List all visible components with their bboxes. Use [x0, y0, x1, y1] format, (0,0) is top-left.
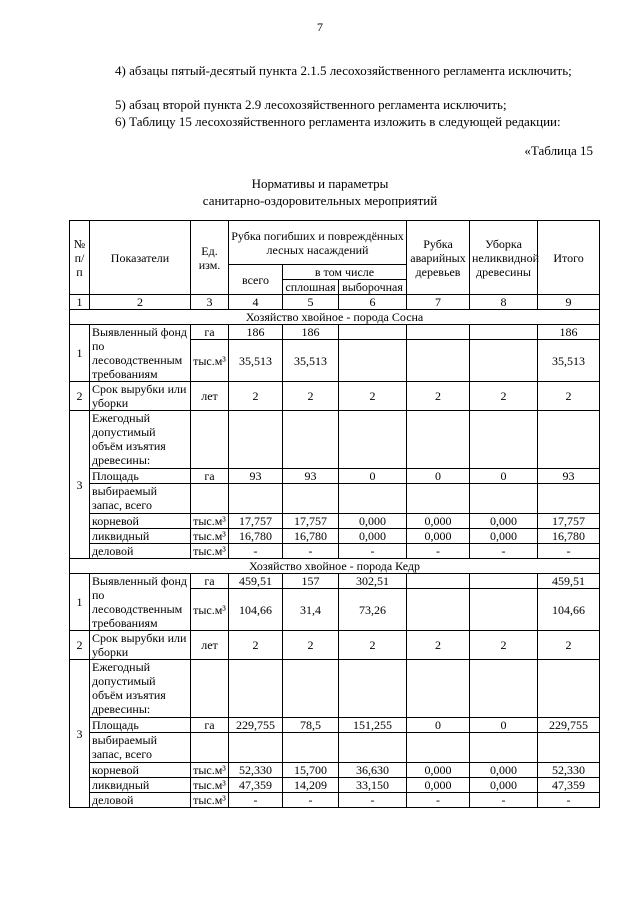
table-row: [70, 733, 600, 763]
column-number: 5: [283, 295, 339, 310]
empty-cell: [538, 733, 600, 763]
value-cleanup: -: [470, 793, 538, 808]
value-total: 17,757: [229, 514, 283, 529]
value-selective: 302,51: [339, 574, 407, 589]
value-emergency: 0: [407, 718, 470, 733]
value-selective: 151,255: [339, 718, 407, 733]
value-selective: -: [339, 793, 407, 808]
header-unit: Ед. изм.: [191, 221, 229, 295]
page-number: 7: [317, 20, 323, 34]
value-solid: -: [283, 544, 339, 559]
value-selective: 73,26: [339, 589, 407, 631]
value-emergency: [407, 325, 470, 340]
value-itogo: 459,51: [538, 574, 600, 589]
value-emergency: 2: [407, 631, 470, 660]
unit: га: [191, 574, 229, 589]
column-number: 4: [229, 295, 283, 310]
value-emergency: [407, 574, 470, 589]
value-itogo: -: [538, 544, 600, 559]
header-indicators: Показатели: [90, 221, 191, 295]
area-label: Площадь: [90, 718, 191, 733]
value-emergency: [407, 340, 470, 382]
empty-cell: [229, 660, 283, 718]
unit: тыс.м³: [191, 514, 229, 529]
row-number: 1: [70, 574, 90, 631]
table-row: [70, 514, 600, 529]
annual-label: Ежегодный допустимый объём изъятия древесины:: [90, 660, 191, 718]
empty-cell: [191, 411, 229, 469]
unit: га: [191, 325, 229, 340]
header-cleanup: Уборка неликвидной древесины: [470, 221, 538, 295]
value-itogo: 52,330: [538, 763, 600, 778]
empty-cell: [407, 660, 470, 718]
empty-cell: [229, 733, 283, 763]
norms-table: [69, 220, 600, 808]
value-solid: 78,5: [283, 718, 339, 733]
value-solid: 2: [283, 382, 339, 411]
row-number: 1: [70, 325, 90, 382]
stock-row-label: деловой: [90, 544, 191, 559]
value-selective: [339, 340, 407, 382]
column-number: 8: [470, 295, 538, 310]
table-reference: «Таблица 15: [524, 143, 593, 158]
value-solid: 93: [283, 469, 339, 484]
unit: тыс.м³: [191, 340, 229, 382]
value-cleanup: 2: [470, 382, 538, 411]
empty-cell: [407, 484, 470, 514]
value-solid: 157: [283, 574, 339, 589]
value-itogo: 47,359: [538, 778, 600, 793]
empty-cell: [229, 484, 283, 514]
column-number: 9: [538, 295, 600, 310]
unit: лет: [191, 631, 229, 660]
value-itogo: -: [538, 793, 600, 808]
value-emergency: 0,000: [407, 529, 470, 544]
table-row: [70, 559, 600, 574]
header-num: № п/п: [70, 221, 90, 295]
value-cleanup: 0: [470, 469, 538, 484]
value-total: 2: [229, 382, 283, 411]
table-row: [70, 411, 600, 469]
value-itogo: 104,66: [538, 589, 600, 631]
fund-label: Выявленный фонд по лесоводственным требованиям: [90, 574, 191, 631]
empty-cell: [470, 733, 538, 763]
table-row: [70, 484, 600, 514]
empty-cell: [407, 411, 470, 469]
paragraph-4: 4) абзацы пятый-десятый пункта 2.1.5 лесохозяйственного регламента исключить;: [115, 63, 572, 78]
value-selective: -: [339, 544, 407, 559]
empty-cell: [283, 484, 339, 514]
header-felling: Рубка погибших и повреждённых лесных насаждений: [229, 221, 407, 265]
value-selective: 2: [339, 382, 407, 411]
table-row: [70, 529, 600, 544]
value-cleanup: 2: [470, 631, 538, 660]
unit: лет: [191, 382, 229, 411]
header-total: всего: [229, 265, 283, 295]
area-label: Площадь: [90, 469, 191, 484]
value-itogo: 93: [538, 469, 600, 484]
value-cleanup: 0: [470, 718, 538, 733]
unit: га: [191, 469, 229, 484]
value-total: 2: [229, 631, 283, 660]
value-selective: 0,000: [339, 514, 407, 529]
table-row: [70, 544, 600, 559]
empty-cell: [191, 484, 229, 514]
empty-cell: [470, 660, 538, 718]
value-itogo: 17,757: [538, 514, 600, 529]
value-selective: [339, 325, 407, 340]
value-solid: -: [283, 793, 339, 808]
empty-cell: [538, 484, 600, 514]
value-solid: 186: [283, 325, 339, 340]
value-solid: 35,513: [283, 340, 339, 382]
section-title: Хозяйство хвойное - порода Кедр: [70, 559, 600, 574]
empty-cell: [191, 660, 229, 718]
value-total: 186: [229, 325, 283, 340]
empty-cell: [339, 484, 407, 514]
value-cleanup: [470, 574, 538, 589]
value-solid: 31,4: [283, 589, 339, 631]
empty-cell: [191, 733, 229, 763]
empty-cell: [339, 733, 407, 763]
value-itogo: 229,755: [538, 718, 600, 733]
unit: тыс.м³: [191, 778, 229, 793]
unit: тыс.м³: [191, 763, 229, 778]
value-itogo: 2: [538, 631, 600, 660]
row-number: 3: [70, 411, 90, 559]
unit: тыс.м³: [191, 793, 229, 808]
table-title: [0, 175, 640, 209]
stock-label: выбираемый запас, всего: [90, 733, 191, 763]
value-total: 104,66: [229, 589, 283, 631]
table-row: [70, 310, 600, 325]
value-itogo: 16,780: [538, 529, 600, 544]
unit: тыс.м³: [191, 529, 229, 544]
value-cleanup: [470, 340, 538, 382]
empty-cell: [283, 411, 339, 469]
empty-cell: [229, 411, 283, 469]
value-emergency: 0,000: [407, 778, 470, 793]
empty-cell: [339, 411, 407, 469]
unit: тыс.м³: [191, 589, 229, 631]
term-label: Срок вырубки или уборки: [90, 631, 191, 660]
value-selective: 36,630: [339, 763, 407, 778]
value-total: 35,513: [229, 340, 283, 382]
value-solid: 14,209: [283, 778, 339, 793]
fund-label: Выявленный фонд по лесоводственным требованиям: [90, 325, 191, 382]
table-row: [70, 631, 600, 660]
table-row: [70, 325, 600, 340]
column-number: 3: [191, 295, 229, 310]
empty-cell: [538, 660, 600, 718]
value-cleanup: -: [470, 544, 538, 559]
annual-label: Ежегодный допустимый объём изъятия древесины:: [90, 411, 191, 469]
value-emergency: -: [407, 544, 470, 559]
empty-cell: [283, 660, 339, 718]
value-selective: 0: [339, 469, 407, 484]
stock-row-label: корневой: [90, 763, 191, 778]
row-number: 3: [70, 660, 90, 808]
unit: га: [191, 718, 229, 733]
value-cleanup: 0,000: [470, 514, 538, 529]
value-itogo: 35,513: [538, 340, 600, 382]
header-emergency: Рубка аварийных деревьев: [407, 221, 470, 295]
section-title: Хозяйство хвойное - порода Сосна: [70, 310, 600, 325]
empty-cell: [283, 733, 339, 763]
value-emergency: 0: [407, 469, 470, 484]
value-solid: 2: [283, 631, 339, 660]
value-emergency: 0,000: [407, 514, 470, 529]
header-solid: сплошная: [283, 280, 339, 295]
value-cleanup: 0,000: [470, 763, 538, 778]
table-row: [70, 382, 600, 411]
empty-cell: [407, 733, 470, 763]
value-itogo: 186: [538, 325, 600, 340]
stock-row-label: деловой: [90, 793, 191, 808]
table-row: [70, 763, 600, 778]
empty-cell: [470, 411, 538, 469]
column-number: 1: [70, 295, 90, 310]
value-selective: 33,150: [339, 778, 407, 793]
value-total: 47,359: [229, 778, 283, 793]
stock-row-label: ликвидный: [90, 778, 191, 793]
paragraph-6: 6) Таблицу 15 лесохозяйственного регламента изложить в следующей редакции:: [115, 114, 561, 129]
title-line-1: Нормативы и параметры: [251, 176, 389, 191]
empty-cell: [470, 484, 538, 514]
value-total: 52,330: [229, 763, 283, 778]
table-row: [70, 574, 600, 589]
value-total: 459,51: [229, 574, 283, 589]
unit: тыс.м³: [191, 544, 229, 559]
header-selective: выборочная: [339, 280, 407, 295]
table-row: [70, 778, 600, 793]
title-line-2: санитарно-оздоровительных мероприятий: [202, 193, 438, 208]
table-row: [70, 793, 600, 808]
value-cleanup: [470, 325, 538, 340]
value-cleanup: 0,000: [470, 778, 538, 793]
value-total: 93: [229, 469, 283, 484]
value-emergency: -: [407, 793, 470, 808]
value-selective: 2: [339, 631, 407, 660]
column-number: 2: [90, 295, 191, 310]
value-total: -: [229, 793, 283, 808]
value-emergency: 0,000: [407, 763, 470, 778]
table-row: [70, 718, 600, 733]
value-solid: 15,700: [283, 763, 339, 778]
value-cleanup: [470, 589, 538, 631]
value-total: 16,780: [229, 529, 283, 544]
stock-row-label: корневой: [90, 514, 191, 529]
row-number: 2: [70, 382, 90, 411]
stock-row-label: ликвидный: [90, 529, 191, 544]
header-incl: в том числе: [283, 265, 407, 280]
value-itogo: 2: [538, 382, 600, 411]
value-emergency: [407, 589, 470, 631]
value-solid: 17,757: [283, 514, 339, 529]
value-total: 229,755: [229, 718, 283, 733]
table-row: [70, 469, 600, 484]
term-label: Срок вырубки или уборки: [90, 382, 191, 411]
paragraph-5: 5) абзац второй пункта 2.9 лесохозяйственного регламента исключить;: [115, 97, 507, 112]
value-cleanup: 0,000: [470, 529, 538, 544]
value-selective: 0,000: [339, 529, 407, 544]
value-solid: 16,780: [283, 529, 339, 544]
value-total: -: [229, 544, 283, 559]
stock-label: выбираемый запас, всего: [90, 484, 191, 514]
empty-cell: [538, 411, 600, 469]
column-number: 6: [339, 295, 407, 310]
empty-cell: [339, 660, 407, 718]
row-number: 2: [70, 631, 90, 660]
header-itogo: Итого: [538, 221, 600, 295]
table-row: [70, 660, 600, 718]
column-number: 7: [407, 295, 470, 310]
value-emergency: 2: [407, 382, 470, 411]
